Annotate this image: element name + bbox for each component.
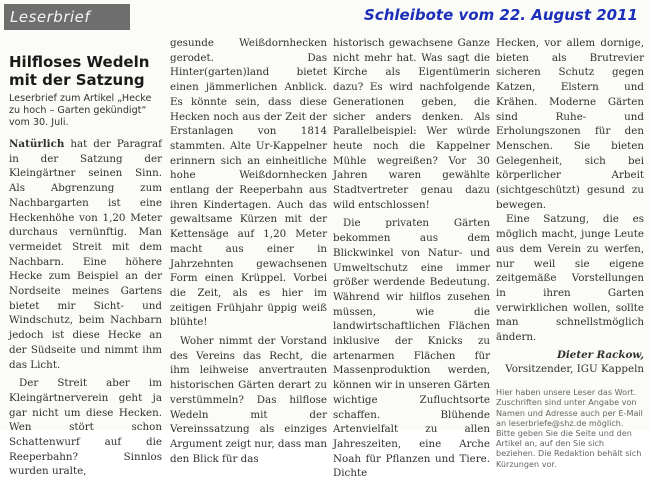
signature-role: Vorsitzender, IGU Kappeln: [505, 363, 644, 376]
paragraph: Hecken, vor allem dornige, bieten als Brutrevier sicheren Schutz gegen Katzen, Elstern und Krähen. Moderne Gärten sind Ruhe- und Erholungszonen für den Menschen. Sie bieten Gelegenheit, sich bei körperlicher Arbeit (sichtgeschützt) gesund zu bewegen.: [496, 37, 644, 211]
paragraph: gesunde Weißdornhecken gerodet. Das Hinter(garten)land bietet einen jämmerlichen Anblick. Es könnte sein, dass diese Hecken noch aus der Zeit der Erstanlagen von 1814 stammten. Alte Ur-Kappelner erinnern sich an einheitliche hohe Weißdornhecken entlang der Reeperbahn aus ihren Kindertagen. Auch das gewaltsame Kürzen mit der Kettensäge auf 1,20 Meter macht aus einer in Jahrzehnten gewachsenen Form einen Krüppel. Vorbei die Zeit, als es hier im zeitigen Frühjahr üppig weiß blühte!: [170, 37, 327, 329]
article-column-3: [333, 36, 490, 481]
paragraph: Der Streit aber im Kleingärtnerverein geht ja gar nicht um diese Hecken. Wen stört schon Schattenwurf auf die Reeperbahn? Sinnlos wurden uralte,: [9, 377, 162, 478]
paragraph: Woher nimmt der Vorstand des Vereins das Recht, die ihm leihweise anvertrauten historischen Gärten derart zu verstümmeln? Das hilflose Wedeln mit der Vereinssatzung als einziges Argument zeigt nur, dass man den Blick für das: [170, 335, 328, 465]
subheadline: Leserbrief zum Artikel „Hecke zu hoch – Garten gekündigt“ vom 30. Juli.: [9, 93, 152, 128]
lead-word: Natürlich: [9, 138, 65, 150]
article-column-2: [170, 36, 327, 466]
paragraph: Die privaten Gärten bekommen aus dem Blickwinkel von Natur- und Umweltschutz eine immer größer werdende Bedeutung. Während wir hilflos zusehen müssen, wie die landwirtschaftlichen Flächen inklusive der Knicks zu artenarmen Flächen für Massenproduktion werden, können wir in unseren Gärten wichtige Zufluchtsorte schaffen. Blühende Artenvielfalt zu allen Jahreszeiten, eine Arche Noah für Pflanzen und Tiere. Dichte: [333, 217, 490, 480]
article-column-4: [496, 36, 644, 469]
paragraph: Eine Satzung, die es möglich macht, junge Leute aus dem Verein zu werfen, nur weil sie eigene zeitgemäße Vorstellungen in ihren Garten verwirklichen wollen, sollte man schnellstmöglich ändern.: [496, 213, 644, 344]
source-date: Schleibote vom 22. August 2011: [364, 6, 638, 24]
paragraph: [9, 137, 162, 372]
signature-name: Dieter Rackow,: [556, 348, 644, 361]
header-bar: [4, 4, 646, 30]
paragraph: historisch gewachsene Ganze nicht mehr hat. Was sagt die Kirche als Eigentümerin dazu? Es wird nachfolgende Generationen geben, die sicher anders denken. Als Parallelbeispiel: Wer würde heute noch die Kappelner Mühle wegreißen? Vor 30 Jahren waren gewählte Stadtvertreter genau dazu wild entschlossen!: [333, 37, 490, 211]
section-tag: Leserbrief: [4, 4, 130, 30]
article-column-1: [9, 38, 162, 479]
editorial-note: Hier haben unsere Leser das Wort. Zuschriften sind unter Angabe von Namen und Adresse auch per E-Mail an leserbriefe@shz.de möglich. Bitte geben Sie die Seite und den Artikel an, auf den Sie sich beziehen. Die Redaktion behält sich Kürzungen vor.: [496, 387, 643, 469]
paragraph-text: hat der Paragraf in der Satzung der Kleingärtner seinen Sinn. Als Abgrenzung zum Nachbargarten ist eine Heckenhöhe von 1,20 Meter durchaus vernünftig. Man vermeidet Streit mit dem Nachbarn. Eine höhere Hecke zum Beispiel an der Nordseite meines Gartens bietet mir Sicht- und Windschutz, beim Nachbarn jedoch ist diese Hecke an der Südseite und nimmt ihm das Licht.: [9, 138, 162, 371]
headline: Hilfloses Wedeln mit der Satzung: [9, 53, 150, 89]
